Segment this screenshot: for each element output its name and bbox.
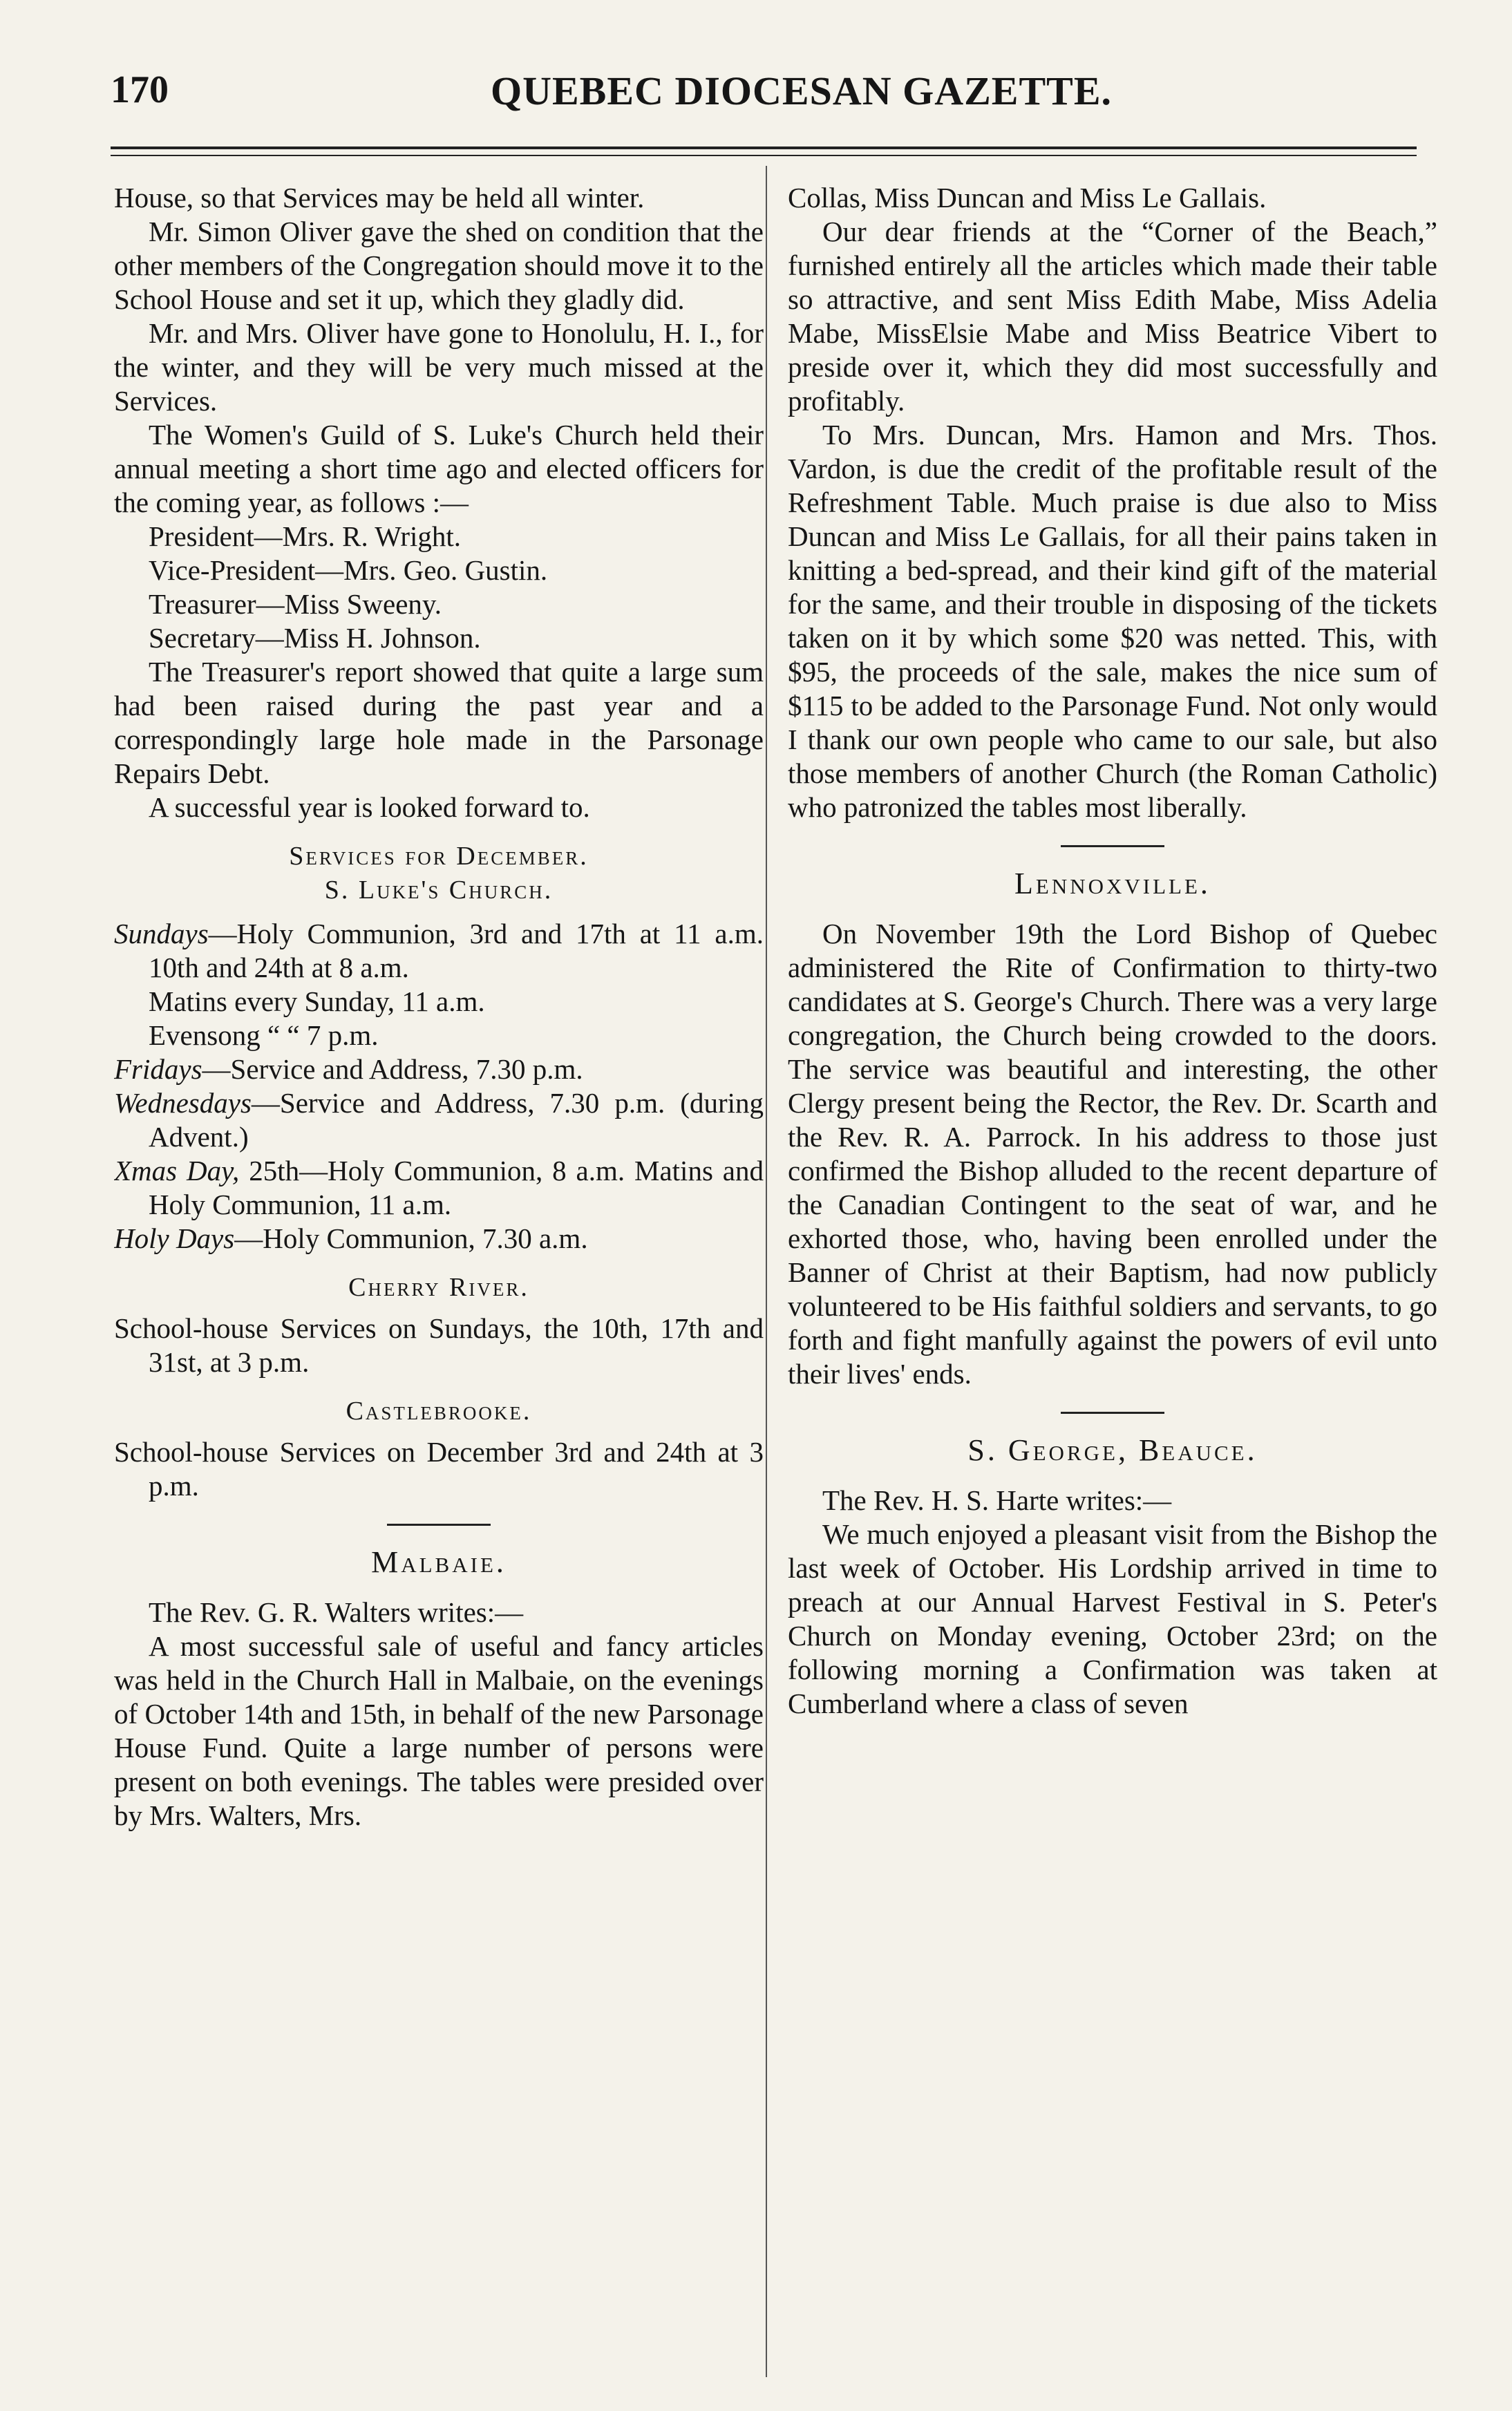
service-entry xyxy=(114,1052,764,1086)
paragraph: Our dear friends at the “Corner of the Beach,” furnished entirely all the articles which made their table so attractive, and sent Miss Edith Mabe, Miss Adelia Mabe, MissElsie Mabe and Miss Beatrice Vibert to preside over it, which they did most successfully and profitably. xyxy=(788,216,1437,417)
service-day-label: Sundays xyxy=(114,918,209,949)
service-day-label: Holy Days xyxy=(114,1222,235,1254)
service-entry xyxy=(114,1154,764,1222)
section-heading: S. George, Beauce. xyxy=(967,1433,1258,1467)
section-heading: Lennoxville. xyxy=(1014,867,1211,900)
paragraph: Collas, Miss Duncan and Miss Le Gallais. xyxy=(788,182,1267,214)
paragraph: Mr. and Mrs. Oliver have gone to Honolulu, H. I., for the winter, and they will be very much missed at the Services. xyxy=(114,317,764,417)
paragraph: A most successful sale of useful and fancy articles was held in the Church Hall in Malbaie, on the evenings of October 14th and 15th, in behalf of the new Parsonage House Fund. Quite a large number of persons were present on both evenings. The tables were presided over by Mrs. Walters, Mrs. xyxy=(114,1630,764,1831)
page-number: 170 xyxy=(111,68,169,111)
service-text: 25th—Holy Communion, 8 a.m. Matins and Holy Communion, 11 a.m. xyxy=(149,1155,764,1220)
service-entry xyxy=(114,1222,764,1256)
header-rule xyxy=(111,146,1417,149)
subsection-heading: S. Luke's Church. xyxy=(324,876,554,905)
paragraph: A successful year is looked forward to. xyxy=(149,791,590,823)
service-entry xyxy=(114,1086,764,1154)
service-entry: Matins every Sunday, 11 a.m. xyxy=(149,985,485,1017)
subsection-heading: Castlebrooke. xyxy=(346,1397,532,1426)
service-text: —Holy Communion, 3rd and 17th at 11 a.m. 10th and 24th at 8 a.m. xyxy=(149,918,764,983)
section-rule xyxy=(1061,1412,1164,1414)
paragraph: On November 19th the Lord Bishop of Quebec administered the Rite of Confirmation to thirty-two candidates at S. George's Church. There was a very large congregation, the Church being crowded to the doors. The service was beautiful and interesting, the other Clergy present being the Rector, the Rev. Dr. Scarth and the Rev. R. A. Parrock. In his address to those just confirmed the Bishop alluded to the recent departure of the Canadian Contingent to the seat of war, and he exhorted those, who, having been enrolled under the Banner of Christ at their Baptism, had now publicly volunteered to be His faithful soldiers and servants, to go forth and fight manfully against the powers of evil unto their lives' ends. xyxy=(788,918,1437,1390)
service-day-label: Fridays xyxy=(114,1053,202,1085)
paragraph: The Rev. H. S. Harte writes:— xyxy=(822,1484,1172,1516)
paragraph: The Women's Guild of S. Luke's Church held their annual meeting a short time ago and elected officers for the coming year, as follows :— xyxy=(114,419,764,518)
paragraph: To Mrs. Duncan, Mrs. Hamon and Mrs. Thos. Vardon, is due the credit of the profitable result of the Refreshment Table. Much praise is due also to Miss Duncan and Miss Le Gallais, for all their pains taken in knitting a bed-spread, and their kind gift of the material for the same, and their trouble in disposing of the tickets taken on it by which some $20 was netted. This, with $95, the proceeds of the sale, makes the nice sum of $115 to be added to the Parsonage Fund. Not only would I thank our own people who came to our sale, but also those members of another Church (the Roman Catholic) who patronized the tables most liberally. xyxy=(788,419,1437,823)
paragraph: The Rev. G. R. Walters writes:— xyxy=(149,1596,524,1628)
service-text: —Service and Address, 7.30 p.m. xyxy=(202,1053,583,1085)
subsection-heading: Cherry River. xyxy=(348,1273,529,1302)
officer-item: Vice-President—Mrs. Geo. Gustin. xyxy=(149,554,548,586)
publication-title: QUEBEC DIOCESAN GAZETTE. xyxy=(491,68,1113,113)
paragraph: The Treasurer's report showed that quite a large sum had been raised during the past year and a correspondingly large hole made in the Parsonage Repairs Debt. xyxy=(114,656,764,789)
paragraph: House, so that Services may be held all winter. xyxy=(114,182,645,214)
header-rule-thin xyxy=(111,155,1417,156)
service-day-label: Wednesdays xyxy=(114,1087,252,1119)
officer-item: President—Mrs. R. Wright. xyxy=(149,520,462,552)
section-heading: Malbaie. xyxy=(371,1545,507,1579)
section-rule xyxy=(1061,845,1164,847)
paragraph: School-house Services on December 3rd and 24th at 3 p.m. xyxy=(114,1436,764,1502)
service-text: —Service and Address, 7.30 p.m. (during Advent.) xyxy=(149,1087,764,1153)
column-divider xyxy=(766,166,767,2377)
service-entry: Evensong “ “ 7 p.m. xyxy=(149,1019,379,1051)
page-header xyxy=(90,68,1410,130)
officer-item: Secretary—Miss H. Johnson. xyxy=(149,622,481,654)
service-entry xyxy=(114,917,764,985)
paragraph: Mr. Simon Oliver gave the shed on condition that the other members of the Congregation should move it to the School House and set it up, which they gladly did. xyxy=(114,216,764,315)
right-column xyxy=(788,181,1437,2365)
service-day-label: Xmas Day, xyxy=(114,1155,240,1186)
section-heading: Services for December. xyxy=(289,842,589,871)
paragraph: School-house Services on Sundays, the 10th, 17th and 31st, at 3 p.m. xyxy=(114,1312,764,1378)
left-column xyxy=(114,181,764,2365)
officer-item: Treasurer—Miss Sweeny. xyxy=(149,588,442,620)
section-rule xyxy=(387,1524,491,1526)
paragraph: We much enjoyed a pleasant visit from the Bishop the last week of October. His Lordship arrived in time to preach at our Annual Harvest Festival in S. Peter's Church on Monday evening, October 23rd; on the following morning a Confirmation was taken at Cumberland where a class of seven xyxy=(788,1518,1437,1719)
service-text: —Holy Communion, 7.30 a.m. xyxy=(234,1222,588,1254)
